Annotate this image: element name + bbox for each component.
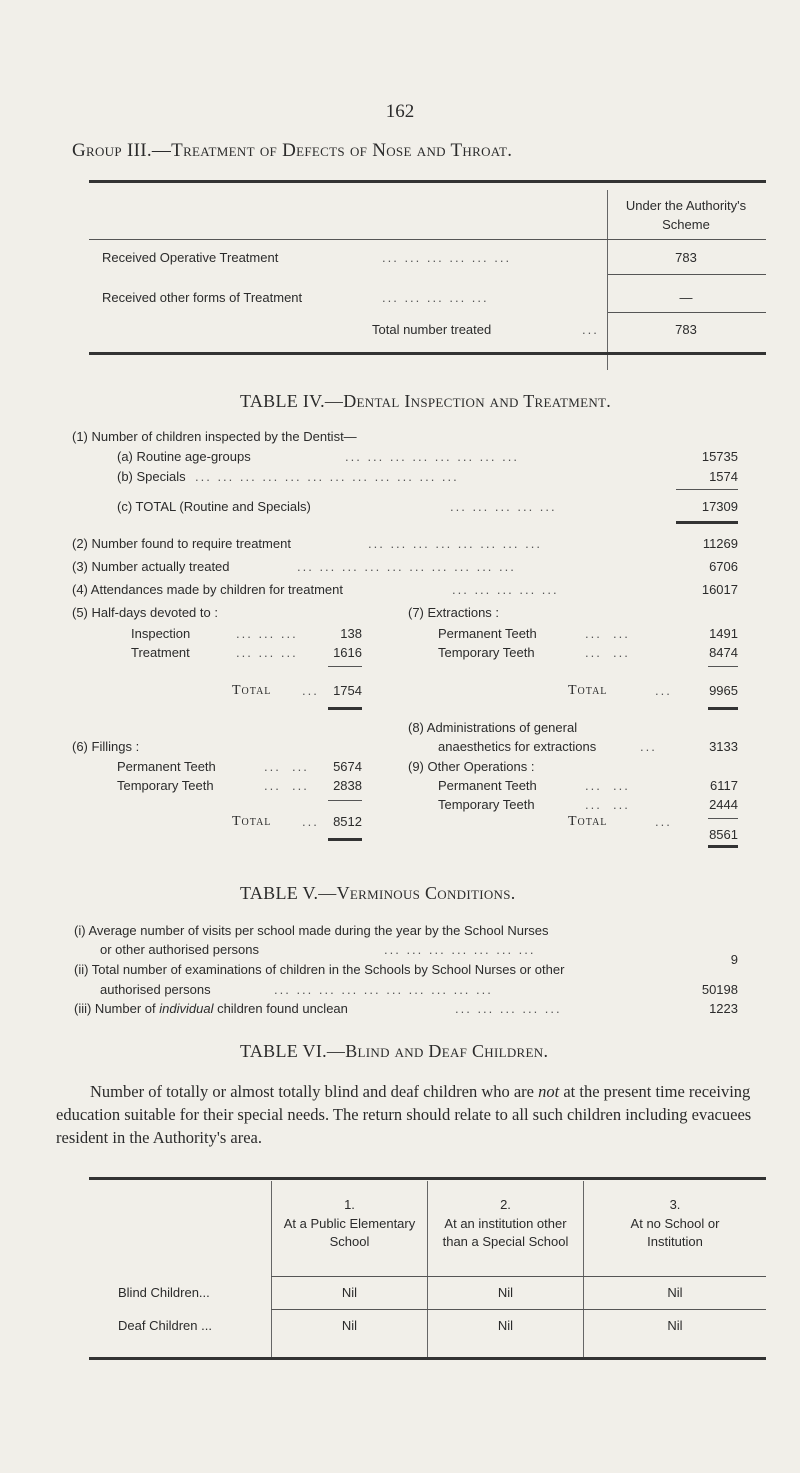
double-rule [676, 521, 738, 524]
group3-total-label: Total number treated [372, 322, 492, 337]
leader-dots: ... [302, 814, 319, 829]
q9-heading: (9) Other Operations : [408, 759, 535, 774]
leader-dots: ... ... [264, 759, 309, 774]
table6-col1-header: At a Public Elementary School [283, 1216, 416, 1249]
q8-value: 3133 [709, 739, 738, 754]
q9-row-value: 6117 [710, 778, 738, 793]
leader-dots: ... ... ... ... ... ... ... ... ... ... [274, 982, 493, 997]
q5-row-value: 1616 [333, 645, 362, 660]
table5-iii-label [74, 1001, 348, 1016]
table4-title: TABLE IV.—Dental Inspection and Treatment. [240, 391, 612, 411]
q4-label: (4) Attendances made by children for treatment [72, 582, 343, 597]
table6-cell: Nil [667, 1285, 683, 1300]
table6-col2-header: At an institution other than a Special School [442, 1216, 569, 1249]
leader-dots: ... ... [585, 626, 630, 641]
q7-row-value: 8474 [709, 645, 738, 660]
q3-value: 6706 [709, 559, 738, 574]
q7-total-label: Total [568, 683, 608, 698]
group3-row-label: Received other forms of Treatment [102, 290, 303, 305]
table6-row-label: Blind Children... [118, 1285, 210, 1300]
q8-line1: (8) Administrations of general [408, 720, 578, 735]
leader-dots: ... ... ... ... ... [455, 1001, 562, 1016]
leader-dots: ... ... ... ... ... ... ... ... ... ... [297, 559, 516, 574]
q5-row-label: Treatment [131, 645, 190, 660]
q4-value: 16017 [701, 582, 738, 597]
leader-dots: ... ... ... [236, 645, 298, 660]
q1c-label: (c) TOTAL (Routine and Specials) [117, 499, 311, 514]
q5-total-value: 1754 [333, 683, 362, 698]
q7-heading: (7) Extractions : [408, 605, 500, 620]
sum-rule [708, 818, 738, 819]
table6-cell: Nil [341, 1285, 358, 1300]
table5-iii-post: children found unclean [213, 1001, 348, 1016]
leader-dots: ... [582, 322, 599, 337]
leader-dots: ... ... ... ... ... [452, 582, 559, 597]
leader-dots: ... ... [264, 778, 309, 793]
q6-total-value: 8512 [333, 814, 362, 829]
table6-title: TABLE VI.—Blind and Deaf Children. [240, 1041, 549, 1061]
q9-row-label: Temporary Teeth [438, 797, 535, 812]
q7-row-value: 1491 [709, 626, 738, 641]
table6-para-emphasis: not [538, 1082, 560, 1101]
q9-row-label: Permanent Teeth [438, 778, 537, 793]
header-rule [89, 239, 766, 240]
table6-top-rule [89, 1177, 766, 1180]
table6-para-post: at the present time receiving education suitable for their special needs. The return should relate to all such children including evacuees resident in the Authority's area. [56, 1082, 752, 1147]
leader-dots: ... ... ... ... ... ... ... ... [345, 449, 519, 464]
table6-cell: Nil [341, 1318, 358, 1333]
q8-line2: anaesthetics for extractions [438, 739, 597, 754]
table5-title: TABLE V.—Verminous Conditions. [240, 883, 516, 903]
table5-ii-line2: authorised persons [100, 982, 211, 997]
group3-row-label: Received Operative Treatment [102, 250, 279, 265]
leader-dots: ... ... ... ... ... ... ... [384, 942, 536, 957]
table6-para-pre: Number of totally or almost totally blind and deaf children who are [90, 1082, 539, 1101]
q6-heading: (6) Fillings : [72, 739, 140, 754]
q6-row-value: 2838 [333, 778, 362, 793]
q1a-value: 15735 [701, 449, 738, 464]
q1b-value: 1574 [709, 469, 738, 484]
double-rule [708, 707, 738, 710]
leader-dots: ... [655, 683, 672, 698]
leader-dots: ... ... ... ... ... ... ... ... [368, 536, 542, 551]
group3-col-header: Under the Authority's Scheme [625, 198, 747, 232]
table5-ii-line1: (ii) Total number of examinations of children in the Schools by School Nurses or other [74, 962, 565, 977]
q3-label: (3) Number actually treated [72, 559, 230, 574]
q1b-label: (b) Specials [117, 469, 186, 484]
q7-row-label: Permanent Teeth [438, 626, 537, 641]
double-rule [328, 838, 362, 841]
leader-dots: ... ... [585, 797, 630, 812]
q2-value: 11269 [702, 536, 738, 551]
q6-total-label: Total [232, 814, 272, 829]
leader-dots: ... ... ... ... ... [382, 290, 489, 305]
q2-label: (2) Number found to require treatment [72, 536, 291, 551]
leader-dots: ... ... ... ... ... ... [382, 250, 512, 265]
bottom-rule [89, 352, 766, 355]
table5-iii-value: 1223 [709, 1001, 738, 1016]
group3-title: Group III.—Treatment of Defects of Nose and Throat. [72, 140, 513, 161]
q6-row-label: Permanent Teeth [117, 759, 216, 774]
table6-col3-header: At no School or Institution [630, 1216, 720, 1249]
leader-dots: ... [302, 683, 319, 698]
q1c-value: 17309 [701, 499, 738, 514]
table5-iii-emphasis: individual [159, 1001, 214, 1016]
leader-dots: ... ... ... ... ... [450, 499, 557, 514]
q9-total-label: Total [568, 814, 608, 829]
table5-i-value: 9 [730, 952, 738, 967]
q6-row-value: 5674 [333, 759, 362, 774]
leader-dots: ... ... ... [236, 626, 298, 641]
table6-cell: Nil [667, 1318, 683, 1333]
table5-i-line2: or other authorised persons [100, 942, 259, 957]
group3-row-value: — [679, 290, 693, 305]
cell-rule [608, 312, 766, 313]
table5-i-line1: (i) Average number of visits per school made during the year by the School Nurses [74, 923, 549, 938]
sum-rule [676, 489, 738, 490]
q5-row-value: 138 [340, 626, 362, 641]
q6-row-label: Temporary Teeth [117, 778, 214, 793]
q7-total-value: 9965 [709, 683, 738, 698]
double-rule [328, 707, 362, 710]
page-number: 162 [385, 101, 415, 122]
table6-paragraph [56, 1080, 760, 1149]
table6-col2-number: 2. [500, 1197, 511, 1212]
q1a-label: (a) Routine age-groups [117, 449, 251, 464]
leader-dots: ... ... [585, 645, 630, 660]
q5-heading: (5) Half-days devoted to : [72, 605, 218, 620]
q5-total-label: Total [232, 683, 272, 698]
sum-rule [328, 666, 362, 667]
leader-dots: ... [655, 814, 672, 829]
leader-dots: ... [640, 739, 657, 754]
table6-cell: Nil [497, 1285, 514, 1300]
q5-row-label: Inspection [131, 626, 191, 641]
table5-ii-value: 50198 [701, 982, 738, 997]
cell-rule [608, 274, 766, 275]
q1-heading: (1) Number of children inspected by the Dentist— [72, 429, 357, 444]
q7-row-label: Temporary Teeth [438, 645, 535, 660]
leader-dots: ... ... [585, 778, 630, 793]
table6-col3-number: 3. [669, 1197, 681, 1212]
table5-iii-pre: (iii) Number of [74, 1001, 160, 1016]
top-rule [89, 180, 766, 183]
sum-rule [328, 800, 362, 801]
table6-header-rule [271, 1276, 766, 1277]
group3-row-value: 783 [675, 250, 697, 265]
table6-cell: Nil [497, 1318, 514, 1333]
table6-row-label: Deaf Children ... [118, 1318, 212, 1333]
table6-row-rule [271, 1309, 766, 1310]
group3-total-value: 783 [675, 322, 697, 337]
q9-row-value: 2444 [709, 797, 738, 812]
q9-total-value: 8561 [709, 827, 738, 842]
leader-dots: ... ... ... ... ... ... ... ... ... ... ... ... [195, 469, 459, 484]
sum-rule [708, 666, 738, 667]
table6-bottom-rule [89, 1357, 766, 1360]
table6-col1-number: 1. [344, 1197, 355, 1212]
double-rule [708, 845, 738, 848]
